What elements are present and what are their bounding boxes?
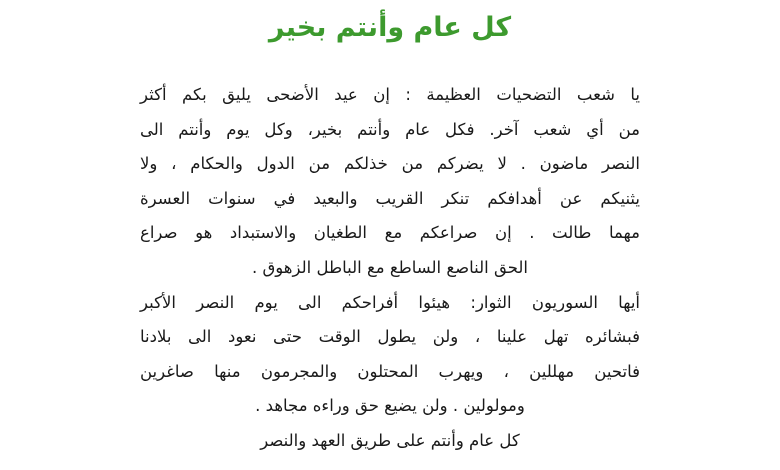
paragraph-line: ومولولين . ولن يضيع حق وراءه مجاهد . [255,396,525,416]
page-title: كل عام وأنتم بخير [268,12,512,43]
paragraph-line: يا شعب التضحيات العظيمة : إن عيد الأضحى يليق بكم أكثر [140,85,640,104]
paragraph-line: أيها السوريون الثوار: هيئوا أفراحكم الى يوم النصر الأكبر [140,292,640,312]
paragraph-line: فاتحين مهللين ، ويهرب المحتلون والمجرمون منها صاغرين [140,361,640,381]
paragraph-line: يثنيكم عن أهدافكم تنكر القريب والبعيد في سنوات العسرة [140,188,640,208]
paragraph-line: النصر ماضون . لا يضركم من خذلكم من الدول والحكام ، ولا [140,154,640,174]
document-body [140,78,640,459]
paragraph-line: مهما طالت . إن صراعكم مع الطغيان والاستبداد هو صراع [140,223,640,243]
paragraph-line: الحق الناصع الساطع مع الباطل الزهوق . [251,257,529,277]
paragraph-line: كل عام وأنتم على طريق العهد والنصر [260,430,520,450]
paragraph-line: من أي شعب آخر. فكل عام وأنتم بخير، وكل يوم وأنتم الى [140,119,640,139]
paragraph-line: فبشائره تهل علينا ، ولن يطول الوقت حتى نعود الى بلادنا [140,327,640,347]
